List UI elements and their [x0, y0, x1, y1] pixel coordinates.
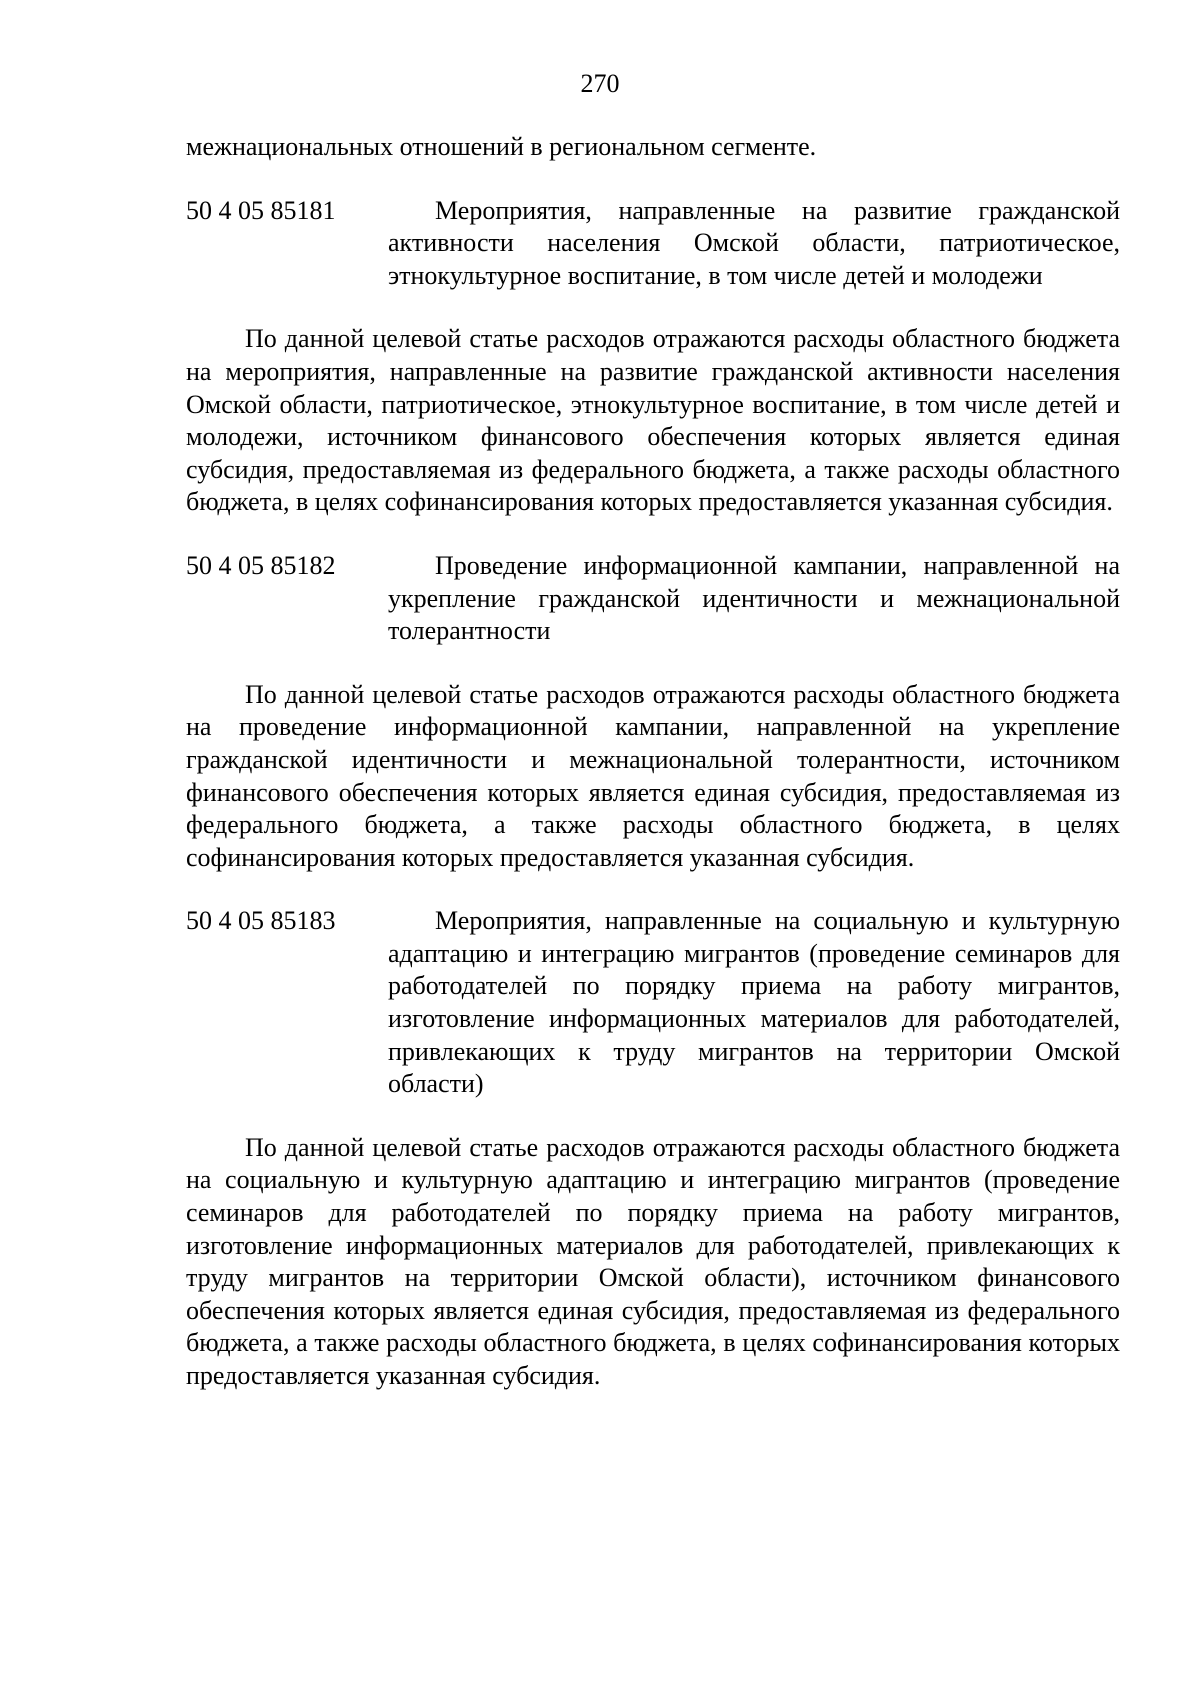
budget-entry-85181 — [186, 195, 1120, 293]
page-number: 270 — [580, 69, 620, 98]
intro-line: межнациональных отношений в региональном сегменте. — [186, 132, 817, 161]
entry-title: Проведение информационной кампании, направленной на укрепление гражданской идентичности и межнациональной толерантности — [388, 550, 1120, 646]
entry-description: По данной целевой статье расходов отражаются расходы областного бюджета на мероприятия, направленные на развитие гражданской активности населения Омской области, патриотическое, этнокультурное воспитание, в том числе детей и молодежи, источником финансового обеспечения которых является единая субсидия, предоставляемая из федерального бюджета, а также расходы областного бюджета, в целях софинансирования которых предоставляется указанная субсидия. — [186, 324, 1120, 517]
entry-description: По данной целевой статье расходов отражаются расходы областного бюджета на проведение информационной кампании, направленной на укрепление гражданской идентичности и межнациональной толерантности, источником финансового обеспечения которых является единая субсидия, предоставляемая из федерального бюджета, а также расходы областного бюджета, в целях софинансирования которых предоставляется указанная субсидия. — [186, 679, 1120, 872]
entry-code: 50 4 05 85181 — [186, 195, 336, 225]
entry-description: По данной целевой статье расходов отражаются расходы областного бюджета на социальную и культурную адаптацию и интеграцию мигрантов (проведение семинаров для работодателей по порядку приема на работу мигрантов, изготовление информационных материалов для работодателей, привлекающих к труду мигрантов на территории Омской области), источником финансового обеспечения которых является единая субсидия, предоставляемая из федерального бюджета, а также расходы областного бюджета, в целях софинансирования которых предоставляется указанная субсидия. — [186, 1132, 1120, 1390]
document-body — [186, 131, 1120, 1393]
budget-entry-85182 — [186, 550, 1120, 648]
entry-title: Мероприятия, направленные на развитие гражданской активности населения Омской области, патриотическое, этнокультурное воспитание, в том числе детей и молодежи — [388, 195, 1120, 290]
budget-entry-85183 — [186, 905, 1120, 1101]
entry-code: 50 4 05 85182 — [186, 550, 336, 580]
entry-title: Мероприятия, направленные на социальную и культурную адаптацию и интеграцию мигрантов (проведение семинаров для работодателей по порядку приема на работу мигрантов, изготовление информационных материалов для работодателей, привлекающих к труду мигрантов на территории Омской области) — [388, 906, 1120, 1099]
entry-code: 50 4 05 85183 — [186, 906, 336, 936]
